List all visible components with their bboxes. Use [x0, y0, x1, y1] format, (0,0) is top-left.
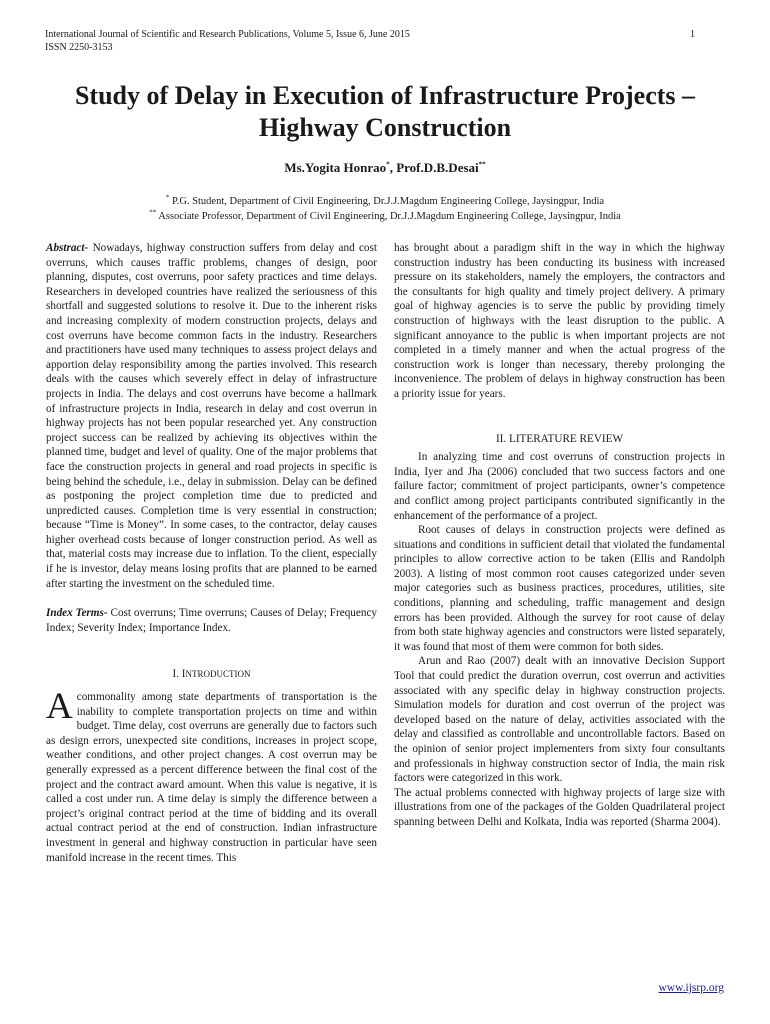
- abstract: [46, 241, 377, 591]
- right-column: [394, 241, 725, 830]
- literature-paragraph-4: The actual problems connected with highway projects of large size with illustrations from one of the packages of the Golden Quadrilateral project spanning between Delhi and Kolkata, India was reported (Sharma 2004).: [394, 786, 725, 828]
- index-terms-label: Index Terms-: [46, 607, 108, 620]
- introduction-heading: [46, 667, 377, 682]
- drop-cap: A: [46, 686, 73, 728]
- introduction-paragraph: [46, 686, 377, 865]
- author-1: Ms.Yogita Honrao: [284, 160, 387, 175]
- introduction-continued: has brought about a paradigm shift in the way in which the highway construction industry has been conducting its business with increased pressure on its stakeholders, namely the employers, the contractors and the consultants for high quality and timely project delivery. A primary goal of highway agencies is to serve the public by providing timely construction of highways with the least disruption to the public. A significant annoyance to the public is when important projects are not completed in a timely manner and when the actual progress of the construction work is longer than necessary, thereby prolonging the inconvenience. The problem of delays in highway construction has been a priority issue for years.: [394, 242, 725, 400]
- index-terms-text: Cost overruns; Time overruns; Causes of Delay; Frequency Index; Severity Index; Importance Index.: [46, 607, 378, 634]
- literature-review-heading: II. LITERATURE REVIEW: [495, 432, 624, 445]
- left-column: [46, 241, 377, 865]
- issn: ISSN 2250-3153: [45, 42, 113, 53]
- author-separator: ,: [389, 160, 397, 175]
- introduction-numeral: I.: [172, 668, 179, 681]
- literature-paragraph-3: Arun and Rao (2007) dealt with an innovative Decision Support Tool that could predict the duration overrun, cost overrun and activities associated with any specific delay in highway construction projects. Simulation models for duration and cost overrun of the project was developed based on the nature of delay, activities associated with the delay and classified as controllable and uncontrollable factors. Based on the opinion of senior project implementers from sixty four consultants and professionals in highway construction sector of India, the main risk factors were categorized in this work.: [394, 655, 725, 785]
- author-2-mark: **: [478, 160, 486, 169]
- footer-website-link[interactable]: www.ijsrp.org: [658, 982, 724, 994]
- introduction-cap: I: [181, 668, 186, 681]
- paper-title: Study of Delay in Execution of Infrastructure Projects – Highway Construction: [74, 81, 696, 142]
- index-terms: [46, 606, 377, 635]
- affiliation-1: [0, 194, 770, 209]
- affiliation-2-mark: **: [149, 208, 157, 217]
- introduction-rest: NTRODUCTION: [185, 669, 251, 680]
- affiliation-1-text: P.G. Student, Department of Civil Engineering, Dr.J.J.Magdum Engineering College, Jaysingpur, India: [172, 196, 605, 207]
- abstract-text: Nowadays, highway construction suffers from delay and cost overruns, which causes traffic problems, changes of design, poor planning, disputes, cost overruns, poor safety practices and time delays. Researchers in developed countries have realized the seriousness of this shortfall and suggested solutions to resolve it. Due to the inherent risks and increasing complexity of modern construction projects, delays and cost overruns have become common facts in the industry. Researchers and practitioners have used many techniques to assess project delays and apportion delay responsibility among the parties involved. This research deals with the causes which severely effect in delay of infrastructure projects in India. The delays and cost overruns have become a hallmark of infrastructure projects in India, research in delay and cost overrun in highway projects has not been popular researched yet. Any construction project success can be realized by achieving its objectives within the planned time, budget and level of quality. One of the major problems that face the construction projects in general and road projects in specific is being behind the schedule, i.e., delay in submission. Delay can be defined as postponing the project completion time due to predicted and unpredicted causes. Completion time is very essential in construction; because “Time is Money”. In some cases, to the contractor, delay causes higher overhead costs because of longer construction period. As well as that, material costs may increase due to inflation. To the client, especially if he is investor, delay means losing profits that are planned to be earned after starting the investment on the scheduled time.: [46, 242, 377, 590]
- journal-citation: International Journal of Scientific and Research Publications, Volume 5, Issue 6, June 2015: [45, 29, 410, 40]
- affiliation-2-text: Associate Professor, Department of Civil Engineering, Dr.J.J.Magdum Engineering College, Jaysingpur, India: [158, 211, 621, 222]
- affiliations: [0, 194, 770, 224]
- literature-paragraph-2: Root causes of delays in construction projects were defined as situations and conditions in sufficient detail that violated the fundamental principles to allow corrective action to be taken (Ellis and Randolph 2003). A listing of most common root causes categorized under seven major categories such as business practices, procedures, utilities, site conditions, planning and scheduling, traffic management and design errors has been provided. Although the survey for root cause of delay from both state highway agencies and constructors were listed separately, it was found that most of them were common for both sides.: [394, 524, 725, 653]
- abstract-label: Abstract-: [46, 242, 89, 254]
- page-number: 1: [690, 29, 695, 40]
- introduction-text: commonality among state departments of transportation is the inability to complete transportation projects on time and within budget. Time delay, cost overruns are generally due to factors such as design errors, unexpected site conditions, increases in project scope, weather conditions, and other project changes. A cost overrun may be generally expressed as a percent difference between the final cost of the project and the contract award amount. When this value is negative, it is called a cost under run. A time delay is simply the difference between a project’s original contract period at the time of bidding and its overall actual contract period at the end of construction. Indian infrastructure investment in general and highway construction in particular have seen manifold increase in the recent times. This: [46, 691, 377, 864]
- affiliation-1-mark: *: [165, 193, 170, 202]
- affiliation-2: [0, 209, 770, 224]
- author-line: [0, 160, 770, 176]
- author-1-mark: *: [386, 160, 390, 169]
- running-header: [45, 28, 695, 54]
- author-2: Prof.D.B.Desai: [396, 160, 479, 175]
- literature-paragraph-1: In analyzing time and cost overruns of construction projects in India, Iyer and Jha (2006) concluded that two success factors and one failure factor; commitment of project participants, owner’s competence and conflict among project participants contributed significantly in the enhancement of the performance of a project.: [394, 451, 725, 522]
